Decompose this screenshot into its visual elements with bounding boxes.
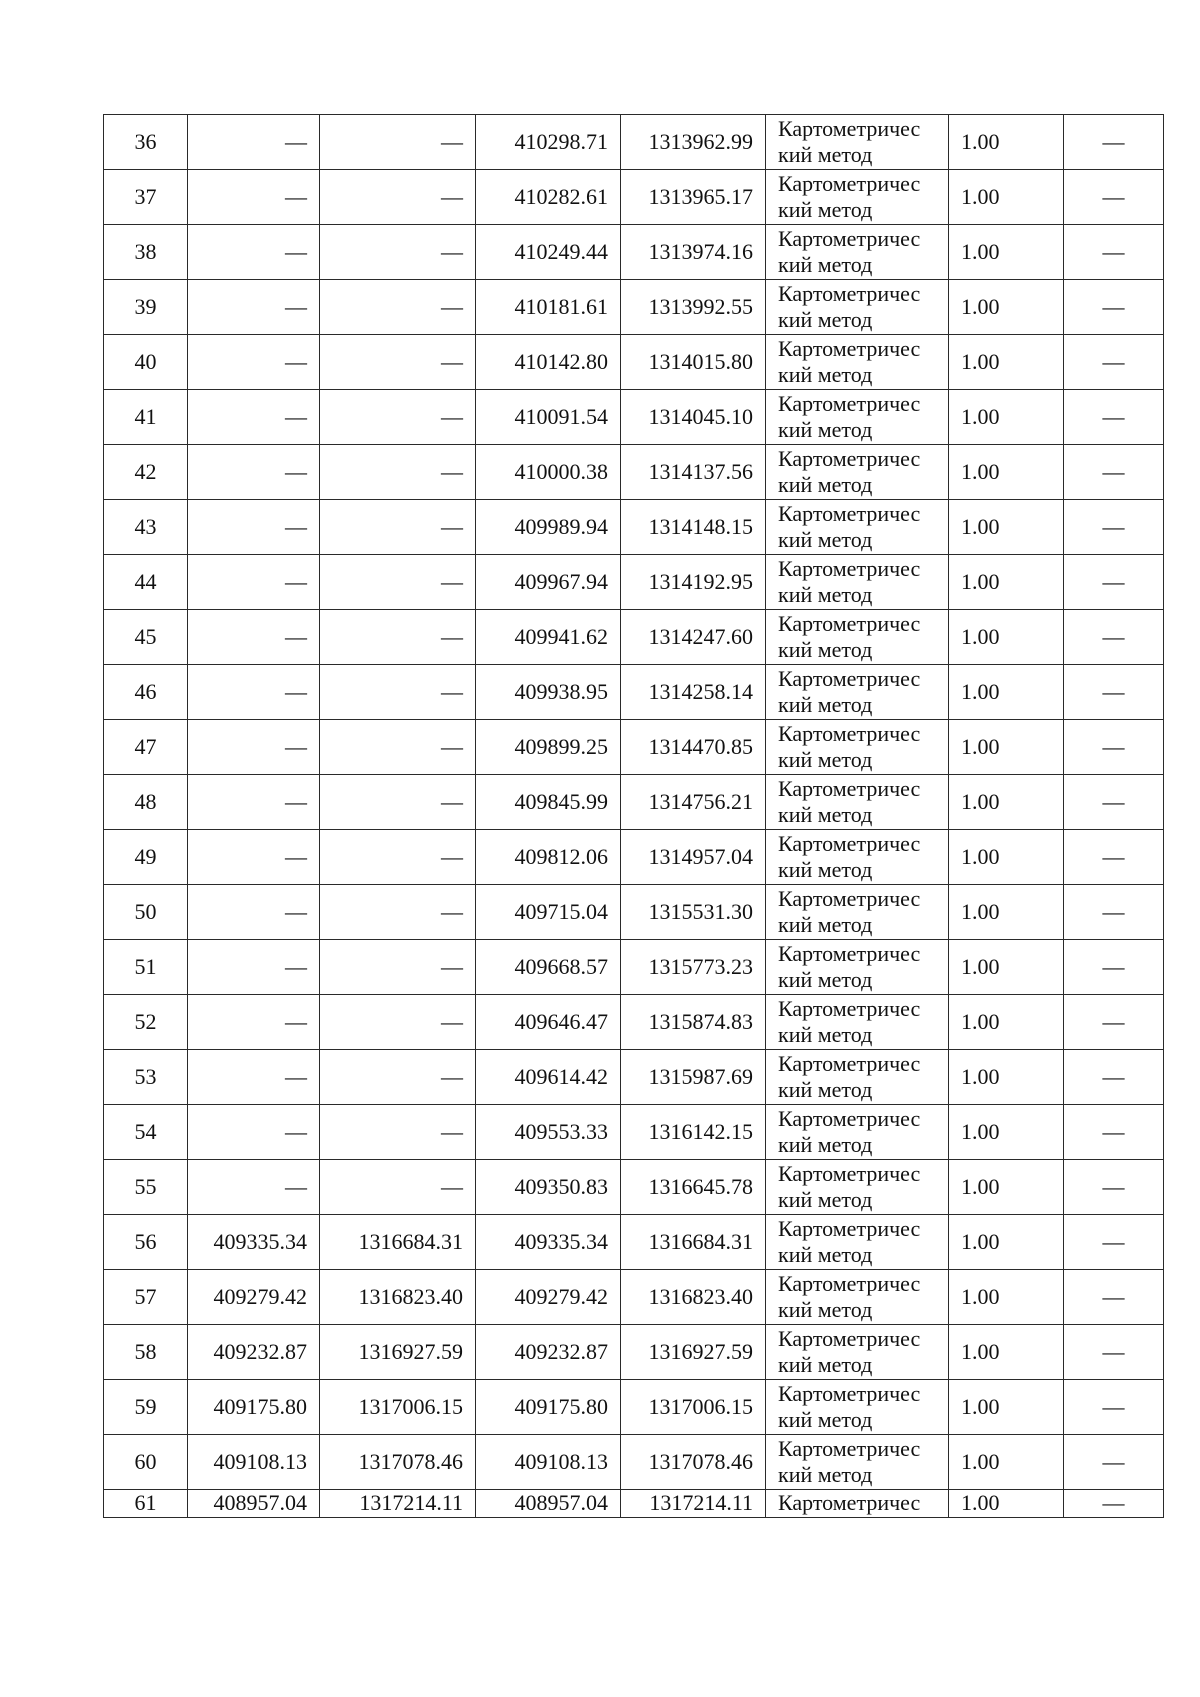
x-new-cell: 410282.61 [476, 170, 621, 225]
point-number-cell: 39 [104, 280, 188, 335]
y-new-cell: 1316645.78 [621, 1160, 766, 1215]
point-number-cell: 41 [104, 390, 188, 445]
x-new-cell: 409899.25 [476, 720, 621, 775]
table-row [104, 225, 1164, 280]
accuracy-cell: 1.00 [949, 885, 1064, 940]
y-existing-cell: 1317214.11 [320, 1490, 476, 1518]
accuracy-cell: 1.00 [949, 940, 1064, 995]
method-cell [766, 1215, 949, 1270]
table-row [104, 1490, 1164, 1518]
y-new-cell: 1316927.59 [621, 1325, 766, 1380]
y-existing-cell: — [320, 720, 476, 775]
method-line-1: Картометричес [778, 831, 921, 856]
table-row [104, 775, 1164, 830]
method-cell [766, 1270, 949, 1325]
method-cell [766, 1325, 949, 1380]
y-existing-cell: — [320, 1050, 476, 1105]
accuracy-cell: 1.00 [949, 1490, 1064, 1518]
y-new-cell: 1313962.99 [621, 115, 766, 170]
y-new-cell: 1316684.31 [621, 1215, 766, 1270]
method-cell [766, 1380, 949, 1435]
description-cell: — [1064, 280, 1164, 335]
accuracy-cell: 1.00 [949, 1160, 1064, 1215]
y-existing-cell: — [320, 995, 476, 1050]
method-cell [766, 720, 949, 775]
table-row [104, 1325, 1164, 1380]
point-number-cell: 37 [104, 170, 188, 225]
method-cell [766, 775, 949, 830]
method-line-1: Картометричес [778, 446, 921, 471]
description-cell: — [1064, 445, 1164, 500]
method-line-1: Картометричес [778, 556, 921, 581]
description-cell: — [1064, 1105, 1164, 1160]
table-row [104, 390, 1164, 445]
y-new-cell: 1317214.11 [621, 1490, 766, 1518]
method-line-2: кий метод [778, 582, 873, 607]
point-number-cell: 57 [104, 1270, 188, 1325]
accuracy-cell: 1.00 [949, 555, 1064, 610]
accuracy-cell: 1.00 [949, 1380, 1064, 1435]
x-new-cell: 409715.04 [476, 885, 621, 940]
x-new-cell: 409989.94 [476, 500, 621, 555]
y-new-cell: 1314015.80 [621, 335, 766, 390]
method-cell [766, 390, 949, 445]
method-cell [766, 170, 949, 225]
method-line-1: Картометричес [778, 116, 921, 141]
table-row [104, 940, 1164, 995]
method-line-1: Картометричес [778, 1381, 921, 1406]
method-cell [766, 225, 949, 280]
x-new-cell: 410091.54 [476, 390, 621, 445]
table-row [104, 1050, 1164, 1105]
point-number-cell: 38 [104, 225, 188, 280]
x-new-cell: 409279.42 [476, 1270, 621, 1325]
y-existing-cell: — [320, 170, 476, 225]
y-existing-cell: — [320, 775, 476, 830]
method-line-1: Картометричес [778, 1490, 921, 1515]
point-number-cell: 40 [104, 335, 188, 390]
method-line-2: кий метод [778, 1242, 873, 1267]
description-cell: — [1064, 390, 1164, 445]
method-line-2: кий метод [778, 527, 873, 552]
x-existing-cell: — [188, 775, 320, 830]
x-existing-cell: — [188, 280, 320, 335]
method-line-1: Картометричес [778, 1106, 921, 1131]
method-line-1: Картометричес [778, 1326, 921, 1351]
x-new-cell: 410181.61 [476, 280, 621, 335]
x-new-cell: 409108.13 [476, 1435, 621, 1490]
y-new-cell: 1313965.17 [621, 170, 766, 225]
method-line-2: кий метод [778, 1077, 873, 1102]
y-existing-cell: 1316823.40 [320, 1270, 476, 1325]
method-line-1: Картометричес [778, 281, 921, 306]
method-line-2: кий метод [778, 307, 873, 332]
accuracy-cell: 1.00 [949, 1325, 1064, 1380]
point-number-cell: 36 [104, 115, 188, 170]
description-cell: — [1064, 170, 1164, 225]
description-cell: — [1064, 500, 1164, 555]
point-number-cell: 44 [104, 555, 188, 610]
method-line-2: кий метод [778, 1462, 873, 1487]
accuracy-cell: 1.00 [949, 1270, 1064, 1325]
x-new-cell: 410142.80 [476, 335, 621, 390]
y-new-cell: 1315874.83 [621, 995, 766, 1050]
y-new-cell: 1317078.46 [621, 1435, 766, 1490]
accuracy-cell: 1.00 [949, 115, 1064, 170]
y-new-cell: 1314957.04 [621, 830, 766, 885]
x-existing-cell: 409279.42 [188, 1270, 320, 1325]
method-line-2: кий метод [778, 1352, 873, 1377]
method-cell [766, 115, 949, 170]
table-row [104, 500, 1164, 555]
x-existing-cell: 409175.80 [188, 1380, 320, 1435]
accuracy-cell: 1.00 [949, 995, 1064, 1050]
y-new-cell: 1314247.60 [621, 610, 766, 665]
table-row [104, 720, 1164, 775]
x-existing-cell: — [188, 500, 320, 555]
table-row [104, 555, 1164, 610]
description-cell: — [1064, 115, 1164, 170]
table-row [104, 885, 1164, 940]
method-line-1: Картометричес [778, 1271, 921, 1296]
y-new-cell: 1315773.23 [621, 940, 766, 995]
y-existing-cell: — [320, 225, 476, 280]
description-cell: — [1064, 1160, 1164, 1215]
x-existing-cell: — [188, 720, 320, 775]
x-existing-cell: — [188, 830, 320, 885]
point-number-cell: 48 [104, 775, 188, 830]
method-cell [766, 885, 949, 940]
point-number-cell: 58 [104, 1325, 188, 1380]
y-new-cell: 1314258.14 [621, 665, 766, 720]
y-new-cell: 1314045.10 [621, 390, 766, 445]
method-line-2: кий метод [778, 1297, 873, 1322]
point-number-cell: 51 [104, 940, 188, 995]
description-cell: — [1064, 1325, 1164, 1380]
table-row [104, 115, 1164, 170]
x-existing-cell: — [188, 555, 320, 610]
point-number-cell: 60 [104, 1435, 188, 1490]
method-line-2: кий метод [778, 1407, 873, 1432]
accuracy-cell: 1.00 [949, 170, 1064, 225]
method-line-1: Картометричес [778, 721, 921, 746]
method-line-2: кий метод [778, 1022, 873, 1047]
x-existing-cell: — [188, 665, 320, 720]
x-existing-cell: 409335.34 [188, 1215, 320, 1270]
method-line-2: кий метод [778, 857, 873, 882]
y-existing-cell: — [320, 555, 476, 610]
y-new-cell: 1315531.30 [621, 885, 766, 940]
table-row [104, 665, 1164, 720]
x-existing-cell: — [188, 225, 320, 280]
x-new-cell: 409350.83 [476, 1160, 621, 1215]
method-cell [766, 1050, 949, 1105]
y-existing-cell: — [320, 610, 476, 665]
method-line-1: Картометричес [778, 941, 921, 966]
y-new-cell: 1313992.55 [621, 280, 766, 335]
accuracy-cell: 1.00 [949, 225, 1064, 280]
method-cell [766, 610, 949, 665]
x-existing-cell: — [188, 1050, 320, 1105]
y-existing-cell: — [320, 500, 476, 555]
y-new-cell: 1314756.21 [621, 775, 766, 830]
point-number-cell: 43 [104, 500, 188, 555]
y-existing-cell: — [320, 830, 476, 885]
accuracy-cell: 1.00 [949, 830, 1064, 885]
y-new-cell: 1314192.95 [621, 555, 766, 610]
method-line-2: кий метод [778, 747, 873, 772]
y-existing-cell: — [320, 280, 476, 335]
description-cell: — [1064, 1380, 1164, 1435]
y-existing-cell: — [320, 1105, 476, 1160]
accuracy-cell: 1.00 [949, 335, 1064, 390]
y-new-cell: 1314470.85 [621, 720, 766, 775]
point-number-cell: 42 [104, 445, 188, 500]
x-existing-cell: — [188, 885, 320, 940]
table-row [104, 1270, 1164, 1325]
y-existing-cell: — [320, 115, 476, 170]
x-new-cell: 408957.04 [476, 1490, 621, 1518]
table-row [104, 335, 1164, 390]
x-existing-cell: — [188, 1105, 320, 1160]
x-existing-cell: — [188, 610, 320, 665]
x-existing-cell: — [188, 335, 320, 390]
method-cell [766, 1435, 949, 1490]
description-cell: — [1064, 775, 1164, 830]
description-cell: — [1064, 885, 1164, 940]
method-line-1: Картометричес [778, 1436, 921, 1461]
method-line-2: кий метод [778, 692, 873, 717]
accuracy-cell: 1.00 [949, 390, 1064, 445]
description-cell: — [1064, 335, 1164, 390]
coordinates-table [103, 114, 1164, 1518]
y-new-cell: 1313974.16 [621, 225, 766, 280]
accuracy-cell: 1.00 [949, 775, 1064, 830]
y-existing-cell: — [320, 1160, 476, 1215]
method-line-2: кий метод [778, 1187, 873, 1212]
y-new-cell: 1316823.40 [621, 1270, 766, 1325]
description-cell: — [1064, 830, 1164, 885]
method-line-1: Картометричес [778, 611, 921, 636]
point-number-cell: 50 [104, 885, 188, 940]
accuracy-cell: 1.00 [949, 610, 1064, 665]
x-new-cell: 410249.44 [476, 225, 621, 280]
description-cell: — [1064, 1435, 1164, 1490]
method-line-1: Картометричес [778, 391, 921, 416]
table-row [104, 830, 1164, 885]
point-number-cell: 53 [104, 1050, 188, 1105]
x-new-cell: 409812.06 [476, 830, 621, 885]
point-number-cell: 61 [104, 1490, 188, 1518]
x-existing-cell: 408957.04 [188, 1490, 320, 1518]
x-new-cell: 409175.80 [476, 1380, 621, 1435]
method-cell [766, 1490, 949, 1518]
y-existing-cell: 1316684.31 [320, 1215, 476, 1270]
point-number-cell: 45 [104, 610, 188, 665]
method-line-1: Картометричес [778, 1216, 921, 1241]
table-row [104, 1215, 1164, 1270]
table-row [104, 610, 1164, 665]
point-number-cell: 59 [104, 1380, 188, 1435]
point-number-cell: 56 [104, 1215, 188, 1270]
method-line-2: кий метод [778, 252, 873, 277]
description-cell: — [1064, 225, 1164, 280]
table-row [104, 445, 1164, 500]
x-new-cell: 409967.94 [476, 555, 621, 610]
table-row [104, 1160, 1164, 1215]
method-cell [766, 335, 949, 390]
description-cell: — [1064, 1270, 1164, 1325]
method-line-2: кий метод [778, 417, 873, 442]
method-cell [766, 280, 949, 335]
method-line-1: Картометричес [778, 886, 921, 911]
method-line-2: кий метод [778, 362, 873, 387]
description-cell: — [1064, 555, 1164, 610]
y-existing-cell: 1316927.59 [320, 1325, 476, 1380]
y-existing-cell: 1317006.15 [320, 1380, 476, 1435]
x-new-cell: 409614.42 [476, 1050, 621, 1105]
accuracy-cell: 1.00 [949, 665, 1064, 720]
table-row [104, 1105, 1164, 1160]
y-existing-cell: 1317078.46 [320, 1435, 476, 1490]
method-line-2: кий метод [778, 802, 873, 827]
method-line-2: кий метод [778, 912, 873, 937]
description-cell: — [1064, 1490, 1164, 1518]
method-line-1: Картометричес [778, 1051, 921, 1076]
x-existing-cell: 409232.87 [188, 1325, 320, 1380]
accuracy-cell: 1.00 [949, 1435, 1064, 1490]
table-row [104, 995, 1164, 1050]
method-cell [766, 830, 949, 885]
y-existing-cell: — [320, 940, 476, 995]
method-line-1: Картометричес [778, 1161, 921, 1186]
x-existing-cell: 409108.13 [188, 1435, 320, 1490]
method-line-2: кий метод [778, 197, 873, 222]
table-row [104, 1435, 1164, 1490]
accuracy-cell: 1.00 [949, 500, 1064, 555]
method-cell [766, 940, 949, 995]
method-line-1: Картометричес [778, 226, 921, 251]
method-line-1: Картометричес [778, 501, 921, 526]
method-line-2: кий метод [778, 472, 873, 497]
x-new-cell: 409553.33 [476, 1105, 621, 1160]
method-line-2: кий метод [778, 967, 873, 992]
x-existing-cell: — [188, 445, 320, 500]
method-cell [766, 445, 949, 500]
y-existing-cell: — [320, 885, 476, 940]
x-existing-cell: — [188, 1160, 320, 1215]
y-new-cell: 1316142.15 [621, 1105, 766, 1160]
point-number-cell: 55 [104, 1160, 188, 1215]
method-line-1: Картометричес [778, 996, 921, 1021]
point-number-cell: 52 [104, 995, 188, 1050]
point-number-cell: 49 [104, 830, 188, 885]
table-row [104, 1380, 1164, 1435]
y-existing-cell: — [320, 390, 476, 445]
x-new-cell: 409668.57 [476, 940, 621, 995]
x-new-cell: 409941.62 [476, 610, 621, 665]
method-line-2: кий метод [778, 142, 873, 167]
method-cell [766, 665, 949, 720]
y-new-cell: 1315987.69 [621, 1050, 766, 1105]
x-existing-cell: — [188, 170, 320, 225]
description-cell: — [1064, 1215, 1164, 1270]
y-new-cell: 1317006.15 [621, 1380, 766, 1435]
table-row [104, 170, 1164, 225]
description-cell: — [1064, 1050, 1164, 1105]
x-existing-cell: — [188, 995, 320, 1050]
point-number-cell: 54 [104, 1105, 188, 1160]
description-cell: — [1064, 720, 1164, 775]
accuracy-cell: 1.00 [949, 720, 1064, 775]
y-existing-cell: — [320, 335, 476, 390]
y-new-cell: 1314137.56 [621, 445, 766, 500]
description-cell: — [1064, 995, 1164, 1050]
method-cell [766, 500, 949, 555]
y-existing-cell: — [320, 445, 476, 500]
point-number-cell: 47 [104, 720, 188, 775]
method-line-1: Картометричес [778, 776, 921, 801]
method-line-1: Картометричес [778, 336, 921, 361]
table-row [104, 280, 1164, 335]
x-new-cell: 409646.47 [476, 995, 621, 1050]
method-line-2: кий метод [778, 1132, 873, 1157]
accuracy-cell: 1.00 [949, 280, 1064, 335]
x-existing-cell: — [188, 390, 320, 445]
method-cell [766, 1105, 949, 1160]
method-line-1: Картометричес [778, 171, 921, 196]
description-cell: — [1064, 940, 1164, 995]
x-new-cell: 409232.87 [476, 1325, 621, 1380]
y-new-cell: 1314148.15 [621, 500, 766, 555]
accuracy-cell: 1.00 [949, 1105, 1064, 1160]
x-existing-cell: — [188, 940, 320, 995]
x-new-cell: 409335.34 [476, 1215, 621, 1270]
method-cell [766, 995, 949, 1050]
x-new-cell: 409845.99 [476, 775, 621, 830]
accuracy-cell: 1.00 [949, 1050, 1064, 1105]
method-cell [766, 555, 949, 610]
coordinates-table-body [104, 115, 1164, 1518]
description-cell: — [1064, 665, 1164, 720]
accuracy-cell: 1.00 [949, 445, 1064, 500]
y-existing-cell: — [320, 665, 476, 720]
method-line-2: кий метод [778, 637, 873, 662]
x-new-cell: 410298.71 [476, 115, 621, 170]
x-existing-cell: — [188, 115, 320, 170]
description-cell: — [1064, 610, 1164, 665]
accuracy-cell: 1.00 [949, 1215, 1064, 1270]
method-cell [766, 1160, 949, 1215]
x-new-cell: 409938.95 [476, 665, 621, 720]
x-new-cell: 410000.38 [476, 445, 621, 500]
method-line-1: Картометричес [778, 666, 921, 691]
point-number-cell: 46 [104, 665, 188, 720]
